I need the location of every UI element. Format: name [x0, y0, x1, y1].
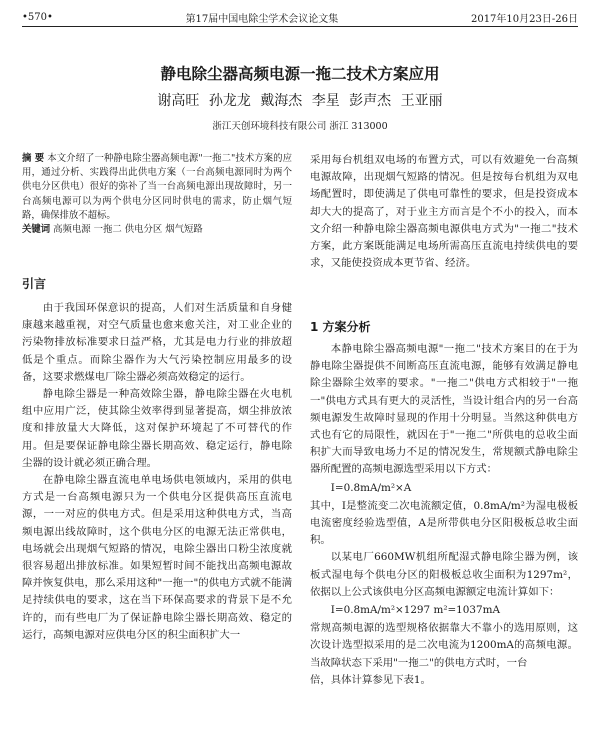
- abstract-block: [22, 152, 292, 237]
- section1-paragraph-1: 本静电除尘器高频电源"一拖二"技术方案目的在于为静电除尘器提供不间断高压直流电源，能够有效满足静电除尘器除尘效率的要求。"一拖二"供电方式相较于"一拖一"供电方式具有更大的灵活性，当设计组合内的另一台高频电源发生故障时显现的作用十分明显。当然这种供电方式也有它的局限性，就因在于"一拖二"所供电的总收尘面积扩大而导致电场力不足的情况发生，常规额式静电除尘器所配置的高频电源选型采用以下方式：: [310, 343, 578, 476]
- section1-paragraph-3: 以某电厂660MW机组所配湿式静电除尘器为例，该板式湿电每个供电分区的阳极板总收尘面积为1297m²，依据以上公式该供电分区高频电源额定电流计算如下：: [310, 551, 578, 598]
- conference-name: 第17届中国电除尘学术会议论文集: [185, 13, 339, 25]
- intro-heading: 引言: [22, 277, 47, 291]
- formula-2: I=0.8mA/m²×1297 m²=1037mA: [330, 604, 500, 617]
- page-header: [22, 8, 578, 27]
- intro-paragraph-1: 由于我国环保意识的提高，人们对生活质量和自身健康越来越重视，对空气质量也愈来愈关注，对工业企业的污染物排放标准要求日益严格，尤其是电力行业的排放超低是个重点。而除尘器作为大气污染控制应用最多的设备，这要求燃煤电厂除尘器必须高效稳定的运行。: [22, 302, 292, 383]
- section1-paragraph-2: 其中，I是整流变二次电流额定值，0.8mA/m²为湿电极板电流密度经验选型值，A是所带供电分区阳极板总收尘面积。: [310, 499, 578, 547]
- keywords-label: 关键词: [22, 224, 51, 236]
- conference-date: 2017年10月23日-26日: [470, 13, 578, 25]
- continuation-paragraph: 采用每台机组双电场的布置方式，可以有效避免一台高频电源故障，出现烟气短路的情况。但是按每台机组为双电场配置时，即使满足了供电可靠性的要求，但是投资成本却大大的提高了，对于业主方而言是个不小的投入，而本文介绍一种静电除尘器高频电源供电方式为"一拖二"技术方案，此方案既能满足电场所需高压直流电持续供电的要求，又能使投资成本更节省、经济。: [310, 154, 578, 270]
- page-number: •570•: [22, 11, 53, 23]
- paper-authors: 谢高旺 孙龙龙 戴海杰 李星 彭声杰 王亚丽: [157, 93, 443, 109]
- paper-title: 静电除尘器高频电源一拖二技术方案应用: [160, 65, 440, 83]
- keywords-text: 高频电源 一拖二 供电分区 烟气短路: [53, 224, 203, 236]
- abstract-label: 摘 要: [22, 153, 45, 164]
- section1-heading: 1 方案分析: [310, 320, 371, 334]
- right-column-continuation: [310, 152, 578, 272]
- section1-paragraph-5: 倍，具体计算参见下表1。: [310, 673, 431, 686]
- paper-affiliation: 浙江天创环境科技有限公司 浙江 313000: [212, 121, 388, 132]
- section1-paragraph-4: 常规高频电源的选型规格依据靠大不靠小的选用原则，这次设计选型拟采用的是二次电流为1200mA的高频电源。当故障状态下采用"一拖二"的供电方式时，一台: [310, 622, 578, 669]
- abstract-text: 本文介绍了一种静电除尘器高频电源"一拖二"技术方案的应用，通过分析、实践得出此供电方案（一台高频电源同时为两个供电分区供电）很好的弥补了当一台高频电源出现故障时，另一台高频电源可以为两个供电分区同时供电的需求，防止烟气短路，确保排放不超标。: [22, 153, 292, 221]
- abstract-paragraph: [22, 152, 292, 223]
- section1-body: [310, 341, 578, 689]
- intro-body: [22, 300, 292, 644]
- intro-paragraph-2: 静电除尘器是一种高效除尘器，静电除尘器在火电机组中应用广泛，使其除尘效率得到显著提高，烟尘排放浓度和排放量大大降低，这对保护环境起了不可替代的作用。但是要保证静电除尘器长期高效、稳定运行，静电除尘器的设计就必须正确合理。: [22, 388, 292, 469]
- keywords-paragraph: [22, 223, 292, 237]
- formula-1: I=0.8mA/m²×A: [330, 481, 412, 494]
- intro-paragraph-3: 在静电除尘器直流电单电场供电领域内，采用的供电方式是一台高频电源只为一个供电分区提供高压直流电源，一一对应的供电方式。但是采用这种供电方式，当高频电源出线故障时，这个供电分区的电源无法正常供电，电场就会出现烟气短路的情况，电除尘器出口粉尘浓度就很容易超出排放标准。如果短暂时间不能找出高频电源故障并恢复供电，那么采用这种"一拖一"的供电方式就不能满足持续供电的要求，这在当下环保高要求的背景下是不允许的，而有些电厂为了保证静电除尘器长期高效、稳定的运行，高频电源对应供电分区的积尘面积扩大一: [22, 474, 292, 641]
